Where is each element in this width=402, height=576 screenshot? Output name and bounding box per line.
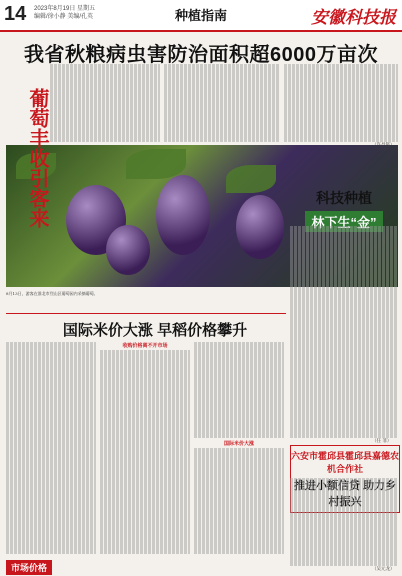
header-editors: 编辑/徐小静 美编/孔英 (34, 14, 94, 20)
article-body-lower-right-2 (194, 448, 284, 554)
photo-caption: 8月13日，游客在淮北市烈山区葡萄园内采摘葡萄。 (6, 291, 98, 296)
article-body-top-mid (164, 64, 280, 142)
loan-box-title: 六安市霍邱县霍邱县嘉德农机合作社 (291, 451, 400, 474)
lower-headline: 国际米价大涨 早稻价格攀升 (62, 322, 248, 339)
subhead-2: 国际米价大涨 (223, 441, 254, 447)
loan-box-title2: 推进小额信贷 助力乡村振兴 (293, 480, 397, 508)
article-body-top-right (284, 64, 398, 142)
header-meta (34, 5, 95, 21)
page-header (0, 0, 402, 32)
signature-side: （任 菲） (372, 439, 392, 444)
article-body-lower-mid (100, 350, 190, 554)
subhead-1: 收购价格离不开市场 (122, 343, 168, 349)
header-date: 2023年8月19日 星期五 (34, 6, 96, 12)
main-headline: 我省秋粮病虫害防治面积超6000万亩次 (24, 44, 378, 66)
divider (6, 313, 286, 314)
page-number: 14 (4, 3, 27, 25)
section-title: 种植指南 (175, 8, 228, 23)
newspaper-brand: 安徽科技报 (311, 8, 396, 27)
article-body-top-left (50, 64, 160, 142)
article-body-lower-left (6, 342, 96, 554)
market-price-tag (6, 560, 52, 575)
vertical-title: 葡萄丰收引客来 (26, 88, 48, 228)
signature-bottom: （吴元龙） (372, 567, 395, 572)
market-price-label: 市场价格 (6, 560, 52, 575)
side-feature-title: 科技种植 (316, 190, 372, 206)
side-feature-body (290, 226, 398, 438)
article-body-lower-right (194, 342, 284, 438)
loan-article-body (290, 478, 398, 566)
side-feature-tag: 林下生“金” (305, 211, 382, 232)
